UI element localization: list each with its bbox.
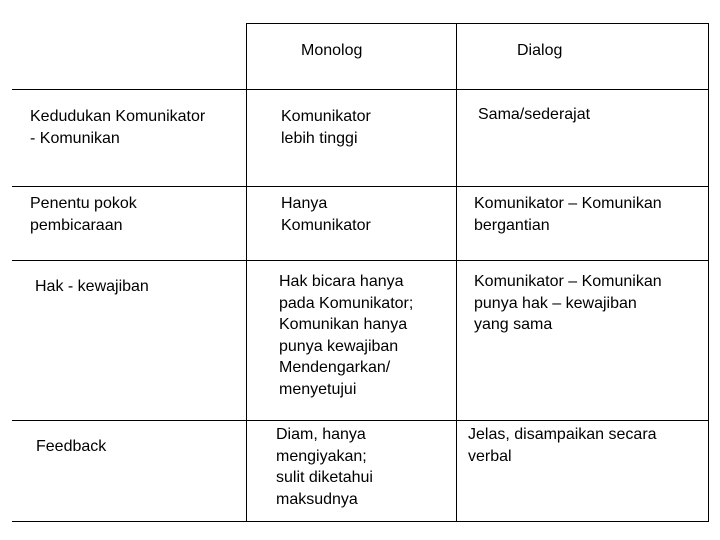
table-border-right: [708, 23, 709, 522]
row-1-aspect: Kedudukan Komunikator - Komunikan: [30, 108, 206, 147]
row-4-aspect: Feedback: [36, 438, 107, 455]
table-divider-row-1: [12, 89, 709, 90]
table-divider-left: [246, 23, 247, 522]
table-divider-middle: [456, 23, 457, 522]
header-monolog: Monolog: [301, 42, 363, 59]
table-divider-row-3: [12, 260, 709, 261]
header-dialog: Dialog: [517, 42, 563, 59]
table-border-bottom: [12, 521, 709, 522]
row-1-dialog: Sama/sederajat: [478, 106, 591, 123]
table-divider-row-4: [12, 420, 709, 421]
row-3-aspect: Hak - kewajiban: [35, 278, 149, 295]
row-2-aspect: Penentu pokok pembicaraan: [30, 195, 137, 234]
table-border-top: [246, 23, 709, 24]
row-4-dialog: Jelas, disampaikan secara verbal: [468, 426, 657, 465]
row-2-dialog: Komunikator – Komunikan bergantian: [474, 195, 662, 234]
row-1-monolog: Komunikator lebih tinggi: [281, 108, 371, 147]
table-divider-row-2: [12, 186, 709, 187]
row-3-monolog: Hak bicara hanya pada Komunikator; Komunikan hanya punya kewajiban Mendengarkan/ menyetujui: [279, 273, 414, 398]
row-2-monolog: Hanya Komunikator: [281, 195, 371, 234]
row-4-monolog: Diam, hanya mengiyakan; sulit diketahui maksudnya: [276, 426, 373, 508]
row-3-dialog: Komunikator – Komunikan punya hak – kewajiban yang sama: [474, 273, 662, 333]
